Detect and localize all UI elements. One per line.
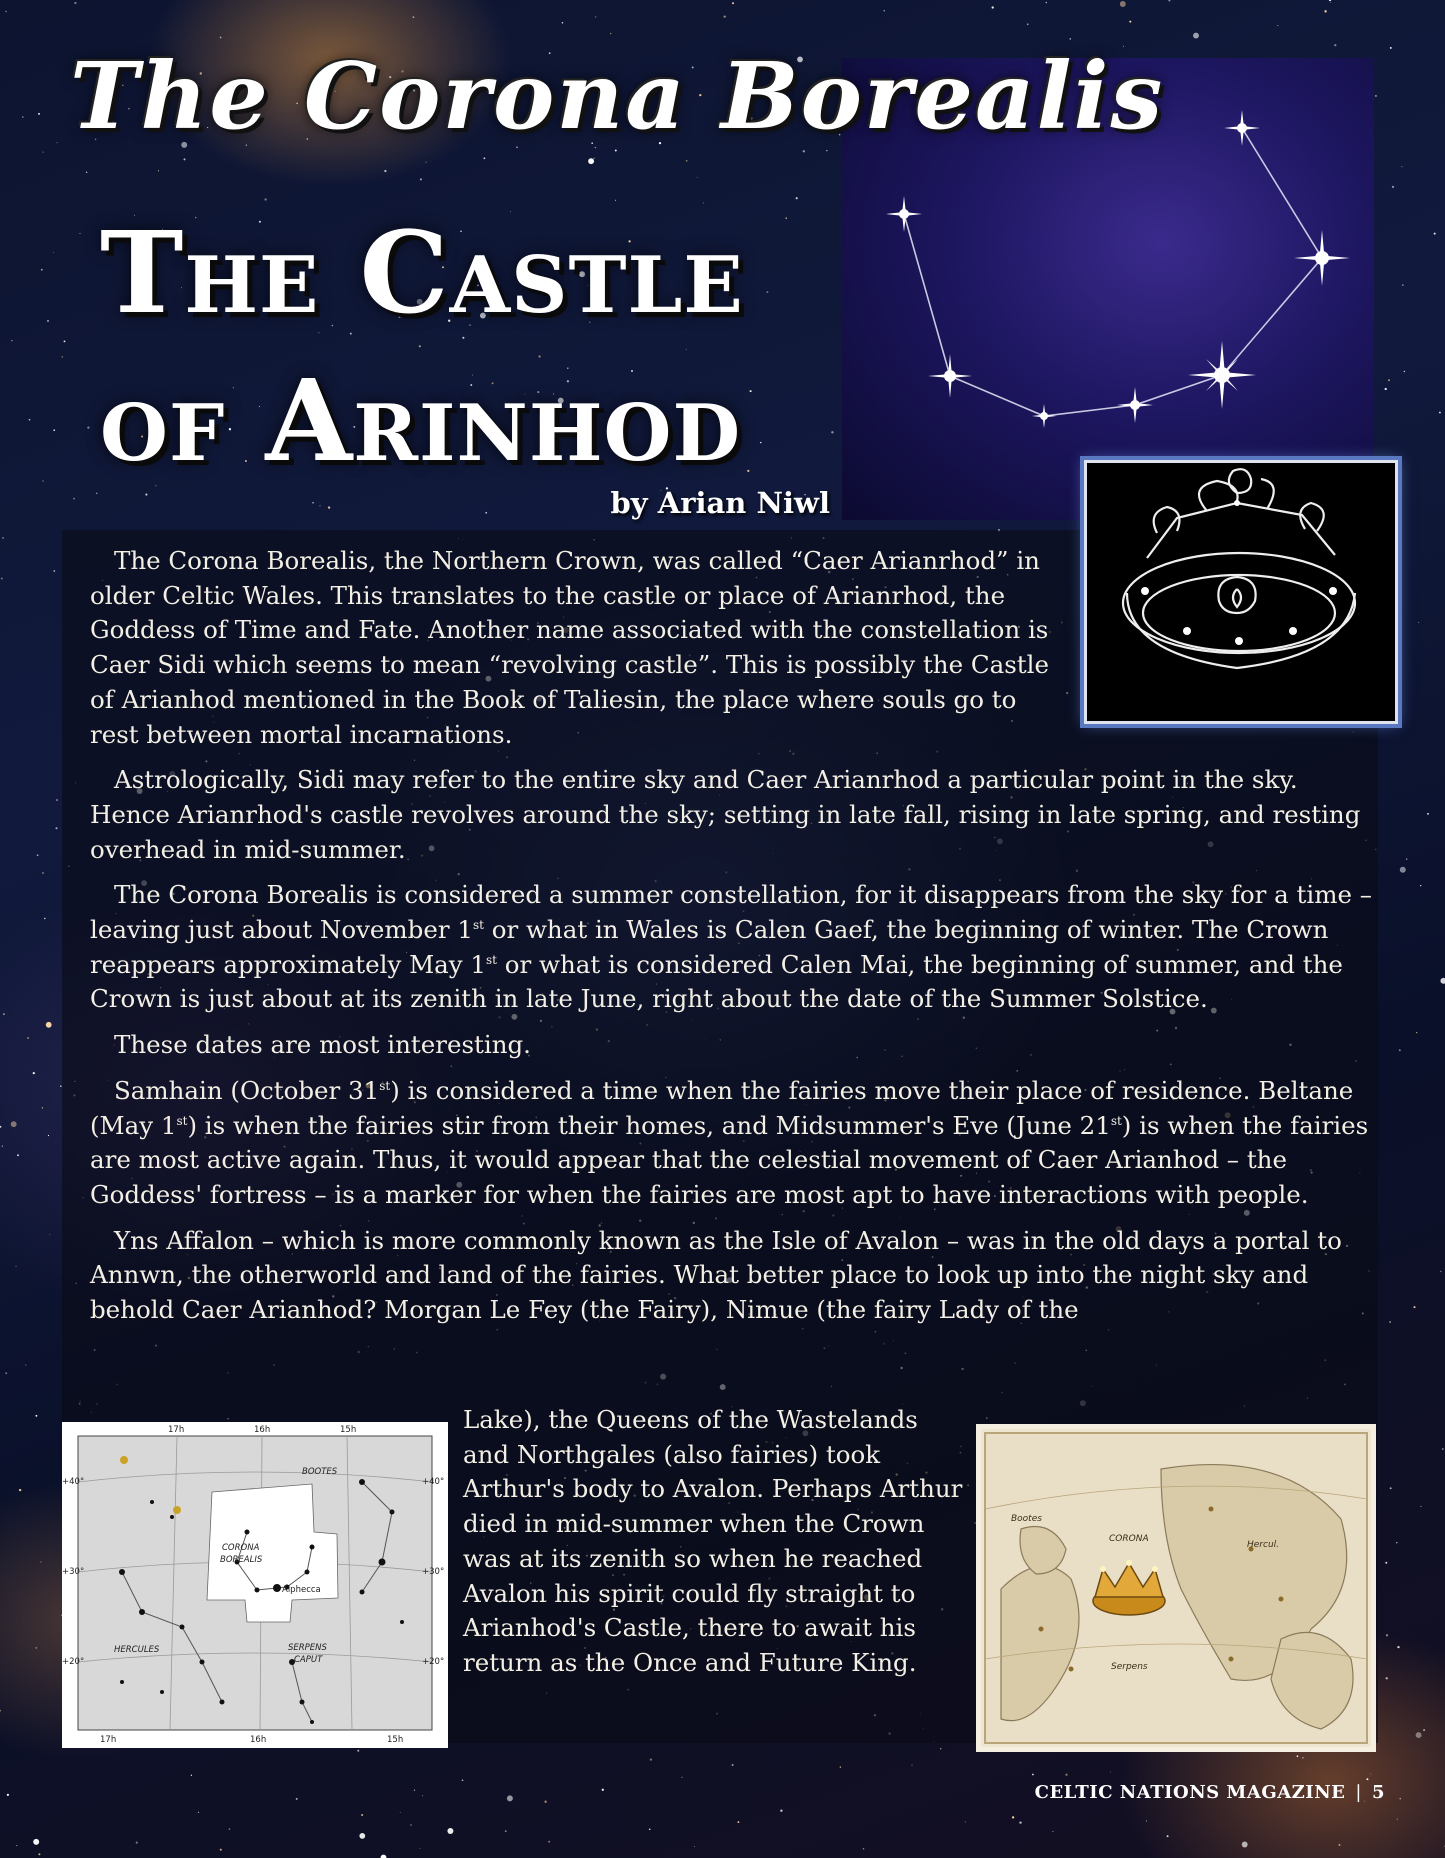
background-star bbox=[594, 158, 595, 159]
background-star bbox=[1046, 2, 1047, 3]
background-star bbox=[2, 537, 4, 539]
background-star bbox=[1370, 1774, 1371, 1775]
background-star bbox=[1167, 1835, 1169, 1837]
background-star bbox=[485, 512, 487, 514]
background-star bbox=[62, 356, 63, 357]
background-star bbox=[732, 1764, 734, 1766]
background-star bbox=[507, 1795, 513, 1801]
paragraph-5-text-b: ) is considered a time when the fairies move their place of residence. Beltane (May 1 bbox=[90, 1075, 1354, 1140]
background-star bbox=[35, 1415, 37, 1417]
background-star bbox=[724, 16, 726, 18]
background-star bbox=[53, 429, 55, 431]
background-star bbox=[1297, 1755, 1299, 1757]
dec-label-20-right: +20° bbox=[422, 1657, 445, 1667]
background-star bbox=[319, 505, 320, 506]
hevelius-hercules-label: Hercul. bbox=[1247, 1540, 1280, 1550]
ra-label-top-1: 17h bbox=[168, 1425, 185, 1435]
background-star bbox=[16, 1266, 17, 1267]
page-number: 5 bbox=[1371, 1782, 1385, 1803]
background-star bbox=[38, 113, 40, 115]
background-star bbox=[5, 11, 7, 13]
background-star bbox=[863, 1848, 865, 1850]
background-star bbox=[359, 1833, 365, 1839]
background-star bbox=[1032, 1774, 1034, 1776]
background-star bbox=[1390, 1487, 1392, 1489]
background-star bbox=[33, 1839, 39, 1845]
background-star bbox=[965, 1821, 966, 1822]
background-star bbox=[1052, 1831, 1053, 1832]
alphecca-label: Alphecca bbox=[282, 1585, 321, 1595]
paragraph-5 bbox=[90, 1074, 1380, 1213]
dec-label-30-right: +30° bbox=[422, 1567, 445, 1577]
superscript: st bbox=[472, 917, 484, 932]
background-star bbox=[1070, 38, 1071, 39]
background-star bbox=[1404, 371, 1405, 372]
background-star bbox=[884, 10, 885, 11]
superscript: st bbox=[176, 1113, 188, 1128]
background-star bbox=[1334, 44, 1336, 46]
background-star bbox=[7, 1794, 9, 1796]
ra-label-top-3: 15h bbox=[340, 1425, 357, 1435]
background-star bbox=[483, 157, 485, 159]
ra-label-bottom-3: 15h bbox=[387, 1735, 404, 1745]
hevelius-constellation-illustration bbox=[976, 1424, 1376, 1752]
background-star bbox=[992, 6, 994, 8]
background-star bbox=[426, 162, 427, 163]
background-star bbox=[73, 498, 75, 500]
page-footer bbox=[1035, 1782, 1385, 1803]
background-star bbox=[1146, 1821, 1147, 1822]
background-star bbox=[1027, 23, 1029, 25]
paragraph-6-continued: Lake), the Queens of the Wastelands and Northgales (also fairies) took Arthur's body to Avalon. Perhaps Arthur died in mid-summer when the Crown was at its zenith so when he reached Avalon his spirit could fly straight to Arianhod's Castle, there to await his return as the Once and Future King. bbox=[463, 1405, 963, 1677]
background-star bbox=[1399, 1049, 1401, 1051]
background-star bbox=[1397, 1819, 1398, 1820]
background-star bbox=[1065, 1774, 1067, 1776]
background-star bbox=[191, 1775, 192, 1776]
background-star bbox=[1401, 166, 1402, 167]
background-star bbox=[400, 1812, 401, 1813]
background-star bbox=[381, 1855, 387, 1858]
hevelius-bootes-label: Bootes bbox=[1011, 1514, 1042, 1524]
background-star bbox=[1399, 1798, 1401, 1800]
magazine-name: CELTIC NATIONS MAGAZINE bbox=[1034, 1782, 1346, 1803]
background-star bbox=[40, 1562, 41, 1563]
background-star bbox=[44, 918, 45, 919]
background-star bbox=[384, 170, 386, 172]
background-star bbox=[826, 150, 827, 151]
crown-illustration bbox=[1084, 460, 1398, 724]
background-star bbox=[1019, 1821, 1021, 1823]
background-star bbox=[1129, 21, 1131, 23]
background-star bbox=[357, 1750, 359, 1752]
paragraph-3-text-c: or what is considered Calen Mai, the beginning of summer, and the Crown is just about at its zenith in late June, right about the date of the Summer Solstice. bbox=[90, 949, 1343, 1014]
main-title-line-1: The Castle bbox=[100, 208, 744, 339]
background-star bbox=[940, 1748, 942, 1750]
background-star bbox=[55, 827, 57, 829]
background-star bbox=[64, 340, 66, 342]
hercules-label: HERCULES bbox=[114, 1645, 160, 1655]
background-star bbox=[1423, 1729, 1425, 1731]
paragraph-6: Yns Affalon – which is more commonly known as the Isle of Avalon – was in the old days a portal to Annwn, the otherworld and land of the fairies. What better place to look up into the night sky and behold Caer Arianhod? Morgan Le Fey (the Fairy), Nimue (the fairy Lady of the bbox=[90, 1225, 1342, 1325]
paragraph-3-text-b: or what in Wales is Calen Gaef, the beginning of winter. The Crown reappears approximately May 1 bbox=[90, 915, 1329, 979]
caput-label: CAPUT bbox=[294, 1655, 323, 1665]
background-star bbox=[35, 1647, 37, 1649]
background-star bbox=[694, 1846, 695, 1847]
background-star bbox=[46, 1022, 52, 1028]
background-star bbox=[328, 506, 330, 508]
background-star bbox=[410, 1824, 411, 1825]
background-star bbox=[11, 340, 12, 341]
background-star bbox=[422, 1795, 423, 1796]
borealis-label: BOREALIS bbox=[220, 1555, 263, 1565]
paragraph-3-text-a: The Corona Borealis is considered a summer constellation, for it disappears from the sky for a time – leaving just about November 1 bbox=[90, 880, 1373, 945]
background-star bbox=[697, 177, 698, 178]
background-star bbox=[1386, 1634, 1388, 1636]
background-star bbox=[3, 1013, 5, 1015]
background-star bbox=[80, 233, 81, 234]
background-star bbox=[0, 1710, 1, 1711]
background-star bbox=[56, 799, 58, 801]
background-star bbox=[602, 1789, 604, 1791]
background-star bbox=[87, 426, 89, 428]
background-star bbox=[595, 16, 596, 17]
background-star bbox=[548, 1841, 550, 1843]
background-star bbox=[462, 1779, 464, 1781]
background-star bbox=[1110, 1772, 1111, 1773]
background-star bbox=[2, 1145, 3, 1146]
background-star bbox=[86, 172, 87, 173]
background-star bbox=[1324, 10, 1326, 12]
background-star bbox=[29, 419, 31, 421]
background-star bbox=[158, 170, 159, 171]
star-chart-corona-borealis bbox=[62, 1422, 448, 1748]
corona-label: CORONA bbox=[222, 1543, 260, 1553]
background-star bbox=[911, 1765, 912, 1766]
background-star bbox=[25, 1365, 26, 1366]
byline: by Arian Niwl bbox=[610, 486, 830, 520]
background-star bbox=[1434, 233, 1436, 235]
background-star bbox=[610, 33, 612, 35]
background-star bbox=[681, 1777, 682, 1778]
background-star bbox=[53, 570, 55, 572]
background-star bbox=[220, 36, 222, 38]
background-star bbox=[1329, 0, 1331, 1]
background-star bbox=[41, 269, 43, 271]
background-star bbox=[562, 22, 564, 24]
background-star bbox=[1388, 379, 1390, 381]
constellation-stars bbox=[886, 110, 1350, 428]
background-star bbox=[732, 2, 734, 4]
background-star bbox=[650, 1758, 652, 1760]
background-star bbox=[17, 1154, 19, 1156]
background-star bbox=[22, 116, 24, 118]
background-star bbox=[420, 178, 422, 180]
serpens-label: SERPENS bbox=[288, 1643, 327, 1653]
background-star bbox=[1330, 2, 1331, 3]
background-star bbox=[38, 1853, 40, 1855]
main-title-line-2: of Arinhod bbox=[100, 356, 742, 487]
background-star bbox=[1, 578, 3, 580]
background-star bbox=[1375, 95, 1377, 97]
background-star bbox=[1416, 1732, 1422, 1738]
dec-label-40: +40° bbox=[62, 1477, 85, 1487]
background-star bbox=[0, 1126, 1, 1128]
background-star bbox=[43, 152, 44, 153]
background-star bbox=[1385, 388, 1387, 390]
superscript: st bbox=[379, 1078, 391, 1093]
background-star bbox=[1440, 978, 1445, 984]
background-star bbox=[220, 1849, 222, 1851]
background-star bbox=[544, 1801, 546, 1803]
background-star bbox=[649, 1828, 651, 1830]
background-star bbox=[412, 16, 414, 18]
background-star bbox=[47, 320, 49, 322]
hevelius-corona-label: CORONA bbox=[1109, 1534, 1149, 1544]
background-star bbox=[1339, 1844, 1341, 1846]
background-star bbox=[1193, 33, 1199, 39]
background-star bbox=[803, 150, 805, 152]
background-star bbox=[1168, 0, 1170, 2]
background-star bbox=[42, 480, 43, 481]
paragraph-5-text-d: ) is when the fairies are most active again. Thus, it would appear that the celestial movement of Caer Arianhod – the Goddess' fortress – is a marker for when the fairies are most apt to have interactions with people. bbox=[90, 1110, 1369, 1209]
background-star bbox=[1386, 1677, 1388, 1679]
dec-label-30: +30° bbox=[62, 1567, 85, 1577]
background-star bbox=[796, 197, 798, 199]
background-star bbox=[136, 1842, 138, 1844]
background-star bbox=[1366, 1778, 1368, 1780]
background-star bbox=[1439, 412, 1441, 414]
background-star bbox=[831, 431, 833, 433]
background-star bbox=[1390, 47, 1392, 49]
ra-label-bottom-2: 16h bbox=[250, 1735, 267, 1745]
ra-label-top-2: 16h bbox=[254, 1425, 271, 1435]
background-star bbox=[312, 502, 313, 503]
background-star bbox=[686, 160, 688, 162]
background-star bbox=[1413, 1306, 1415, 1308]
background-star bbox=[1400, 867, 1406, 873]
background-star bbox=[1277, 25, 1278, 26]
background-star bbox=[1385, 1562, 1387, 1564]
background-star bbox=[19, 1489, 21, 1491]
background-star bbox=[27, 1037, 29, 1039]
background-star bbox=[414, 1790, 415, 1791]
background-star bbox=[588, 158, 594, 164]
background-star bbox=[37, 854, 39, 856]
background-star bbox=[1012, 1816, 1014, 1818]
background-star bbox=[33, 1072, 35, 1074]
superscript: st bbox=[486, 952, 497, 967]
bootes-label: BOOTES bbox=[302, 1467, 338, 1477]
background-star bbox=[57, 142, 58, 143]
background-star bbox=[1242, 1842, 1248, 1848]
background-star bbox=[1440, 1271, 1441, 1272]
footer-separator: | bbox=[1355, 1782, 1362, 1803]
background-star bbox=[1442, 1448, 1444, 1450]
background-star bbox=[1396, 1542, 1397, 1543]
ra-label-bottom-1: 17h bbox=[100, 1735, 117, 1745]
crown-icon bbox=[1093, 1560, 1165, 1615]
paragraph-1: The Corona Borealis, the Northern Crown, was called “Caer Arianrhod” in older Celtic Wales. This translates to the castle or place of Arianrhod, the Goddess of Time and Fate. Another name associated with the constellation is Caer Sidi which seems to mean “revolving castle”. This is possibly the Castle of Arianhod mentioned in the Book of Taliesin, the place where souls go to rest between mortal incarnations. bbox=[90, 546, 1049, 749]
paragraph-4: These dates are most interesting. bbox=[114, 1030, 531, 1060]
superscript: st bbox=[1110, 1113, 1122, 1128]
background-star bbox=[1389, 1321, 1391, 1323]
background-star bbox=[42, 1107, 43, 1108]
background-star bbox=[505, 1830, 507, 1832]
paragraph-5-text-c: ) is when the fairies stir from their homes, and Midsummer's Eve (June 21 bbox=[187, 1110, 1111, 1140]
background-star bbox=[419, 1848, 420, 1849]
background-star bbox=[1397, 1646, 1399, 1648]
main-title bbox=[100, 200, 800, 496]
paragraph-3 bbox=[90, 878, 1380, 1017]
background-star bbox=[780, 1810, 782, 1812]
background-star bbox=[1416, 1032, 1417, 1033]
background-star bbox=[1406, 858, 1407, 859]
background-star bbox=[16, 1845, 17, 1846]
background-star bbox=[184, 158, 186, 160]
background-star bbox=[1420, 1506, 1421, 1507]
background-star bbox=[1302, 1757, 1304, 1759]
background-star bbox=[49, 1234, 50, 1235]
paragraph-5-text-a: Samhain (October 31 bbox=[114, 1075, 380, 1105]
background-star bbox=[1392, 186, 1394, 188]
background-star bbox=[53, 252, 54, 253]
background-star bbox=[1120, 1, 1126, 7]
background-star bbox=[48, 1135, 49, 1136]
background-star bbox=[1420, 885, 1421, 886]
background-star bbox=[74, 2, 76, 4]
background-star bbox=[447, 1828, 453, 1834]
dec-label-20: +20° bbox=[62, 1657, 85, 1667]
background-star bbox=[5, 1372, 7, 1374]
background-star bbox=[11, 1121, 17, 1127]
paragraph-2: Astrologically, Sidi may refer to the entire sky and Caer Arianrhod a particular point in the sky. Hence Arianrhod's castle revolves around the sky; setting in late fall, rising in late spring, and resting overhead in mid-summer. bbox=[90, 765, 1361, 864]
background-star bbox=[1402, 284, 1404, 286]
background-star bbox=[840, 1766, 841, 1767]
background-star bbox=[229, 1828, 231, 1830]
hevelius-serpens-label: Serpens bbox=[1111, 1662, 1148, 1672]
background-star bbox=[96, 493, 97, 494]
background-star bbox=[737, 1821, 739, 1823]
background-star bbox=[1427, 813, 1429, 815]
background-star bbox=[296, 1798, 298, 1800]
script-title: The Corona Borealis bbox=[70, 42, 1165, 150]
background-star bbox=[361, 1814, 363, 1816]
background-star bbox=[42, 872, 44, 874]
background-star bbox=[198, 1812, 199, 1813]
dec-label-40-right: +40° bbox=[422, 1477, 445, 1487]
background-star bbox=[1418, 622, 1419, 623]
